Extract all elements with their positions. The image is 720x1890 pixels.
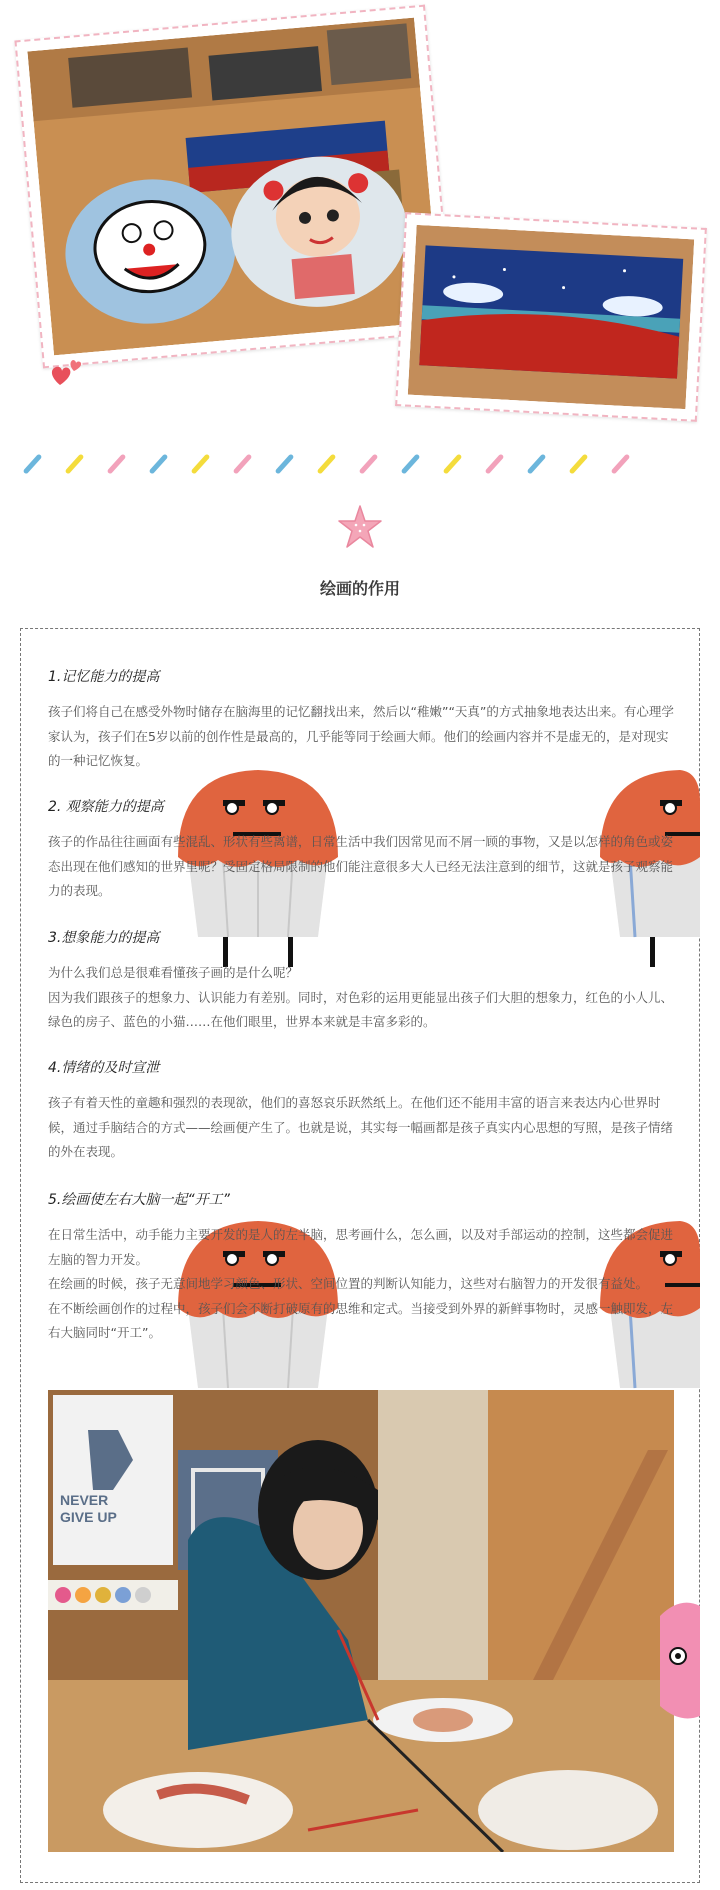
- paragraph-text: 孩子的作品往往画面有些混乱、形状有些离谱，日常生活中我们因常见而不屑一顾的事物，又是以怎样的角色或姿态出现在他们感知的世界里呢？受固定格局限制的他们能注意很多大人已经无法注意到的细节，这就是孩子观察能力的表现。: [48, 834, 674, 898]
- photo-plates-on-table: [14, 5, 453, 369]
- board-illustration: [408, 225, 695, 409]
- item-paragraph: [48, 700, 674, 774]
- girl-painting-illustration: [48, 1390, 674, 1852]
- photo-painted-board: [395, 212, 707, 422]
- item-heading: 2. 观察能力的提高: [48, 799, 164, 815]
- poster-text-line2: GIVE UP: [60, 1509, 117, 1525]
- paragraph-text: 因为我们跟孩子的想象力、认识能力有差别。同时，对色彩的运用更能显出孩子们大胆的想象力，红色的小人儿、绿色的房子、蓝色的小猫……在他们眼里，世界本来就是丰富多彩的。: [48, 989, 674, 1029]
- hearts-icon: [48, 355, 88, 395]
- item-paragraph: [48, 1223, 674, 1346]
- item-heading: 4.情绪的及时宣泄: [48, 1060, 160, 1076]
- plates-illustration: [27, 18, 440, 356]
- paragraph-text: 在绘画的时候，孩子无意间地学习颜色、形状、空间位置的判断认知能力，这些对右脑智力的开发很有益处。: [48, 1276, 649, 1291]
- item-heading: 1.记忆能力的提高: [48, 669, 160, 685]
- item-paragraph: [48, 1091, 674, 1165]
- paragraph-text: 孩子有着天性的童趣和强烈的表现欲，他们的喜怒哀乐跃然纸上。在他们还不能用丰富的语言来表达内心世界时候，通过手脑结合的方式——绘画便产生了。也就是说，其实每一幅画都是孩子真实内心思想的写照，是孩子情绪的外在表现。: [48, 1095, 674, 1159]
- paragraph-text: 在不断绘画创作的过程中，孩子们会不断打破原有的思维和定式。当接受到外界的新鲜事物时，灵感一触即发，左右大脑同时“开工”。: [48, 1300, 674, 1340]
- paragraph-text: 孩子们将自己在感受外物时储存在脑海里的记忆翻找出来，然后以“稚嫩”“天真”的方式抽象地表达出来。有心理学家认为，孩子们在5岁以前的创作性是最高的，几乎能等同于绘画大师。他们的绘画内容并不是虚无的，是对现实的一种记忆恢复。: [48, 704, 674, 768]
- item-heading: 5.绘画使左右大脑一起“开工”: [48, 1192, 230, 1208]
- item-paragraph: [48, 961, 674, 1035]
- item-heading: 3.想象能力的提高: [48, 930, 160, 946]
- pink-character-icon: [660, 1596, 700, 1726]
- section-title: 绘画的作用: [319, 579, 400, 598]
- item-paragraph: [48, 830, 674, 904]
- photo-girl-painting: [48, 1390, 674, 1852]
- photo-board-image: [408, 225, 695, 409]
- paragraph-text: 为什么我们总是很难看懂孩子画的是什么呢？: [48, 965, 299, 980]
- poster-text-line1: NEVER: [60, 1492, 109, 1508]
- photo-plates-image: [27, 18, 440, 356]
- paragraph-text: 在日常生活中，动手能力主要开发的是人的左半脑，思考画什么，怎么画，以及对手部运动的控制，这些都会促进左脑的智力开发。: [48, 1227, 674, 1267]
- stripe-divider: [20, 452, 700, 474]
- star-icon: [336, 503, 384, 551]
